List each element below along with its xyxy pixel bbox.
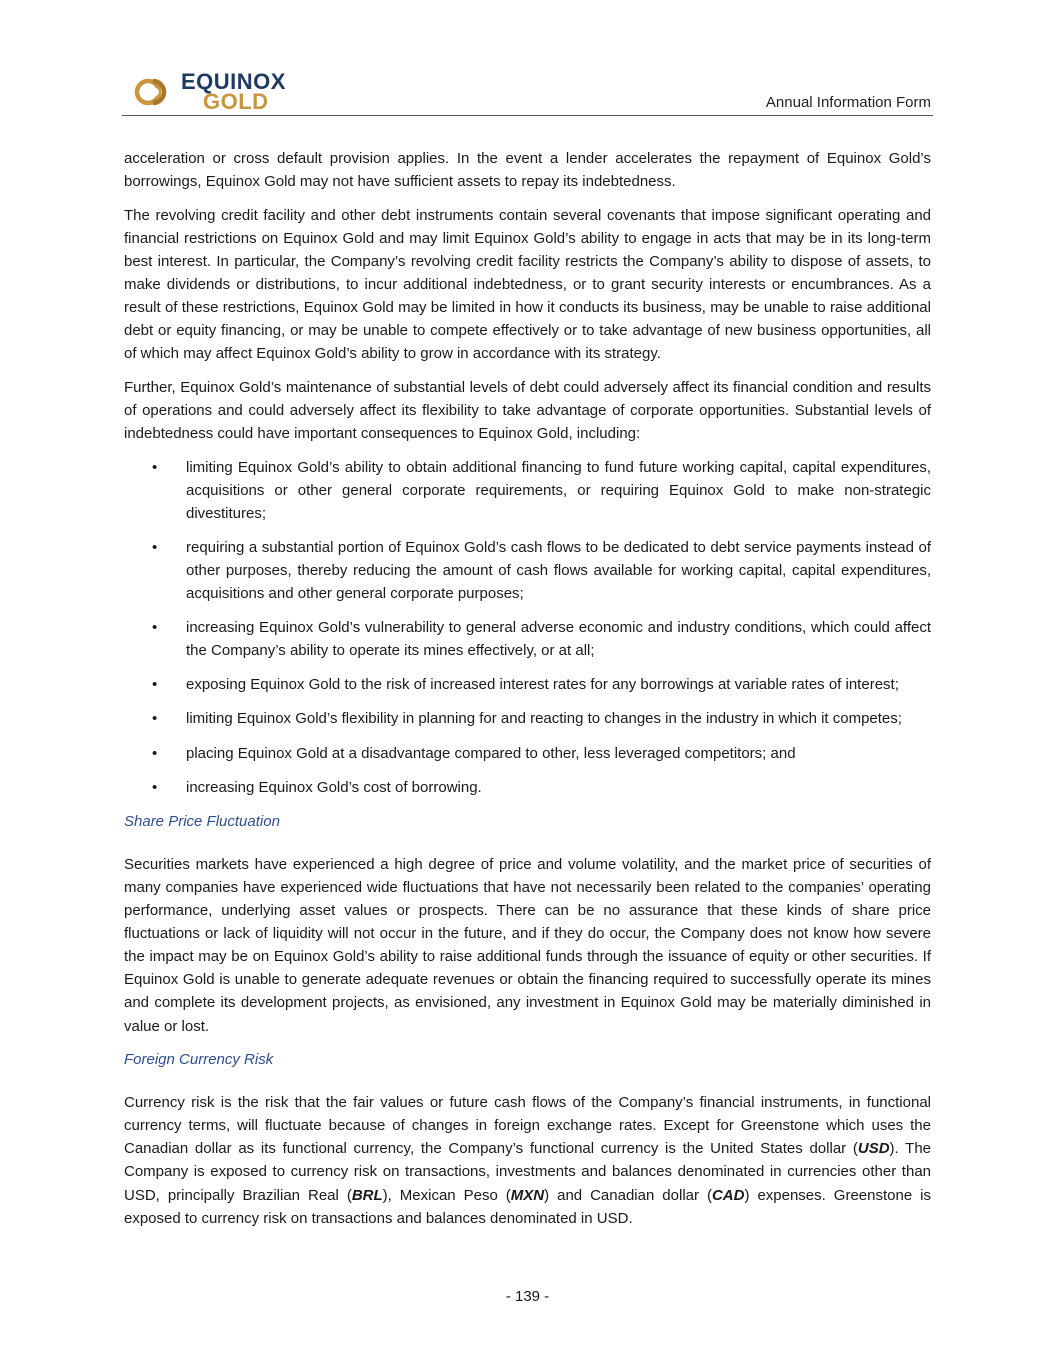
abbr-mxn: MXN	[510, 1186, 545, 1204]
list-item: • limiting Equinox Gold’s flexibility in planning for and reacting to changes in the industry in which it competes;	[124, 707, 931, 730]
page-number: - 139 -	[505, 1288, 550, 1305]
list-item: • exposing Equinox Gold to the risk of increased interest rates for any borrowings at variable rates of interest;	[124, 673, 931, 696]
list-item: • placing Equinox Gold at a disadvantage compared to other, less leveraged competitors; and	[124, 742, 931, 765]
heading-share-price-fluctuation: Share Price Fluctuation	[124, 812, 280, 830]
document-title: Annual Information Form	[765, 94, 931, 111]
logo-word-equinox: EQUINOX	[181, 69, 286, 94]
paragraph-covenants: The revolving credit facility and other debt instruments contain several covenants that impose significant operating and financial restrictions on Equinox Gold and may limit Equinox Gold’s ability to engage in acts that may be in its long-term best interest. In particular, the Company’s revolving credit facility restricts the Company’s ability to dispose of assets, to make dividends or distributions, to incur additional indebtedness, or to grant security interests or encumbrances. As a result of these restrictions, Equinox Gold may be limited in how it conducts its business, may be unable to raise additional debt or equity financing, or may be unable to compete effectively or to take advantage of new business opportunities, all of which may affect Equinox Gold’s ability to grow in accordance with its strategy.	[124, 206, 931, 363]
paragraph-intro: acceleration or cross default provision applies. In the event a lender accelerates the repayment of Equinox Gold’s borrowings, Equinox Gold may not have sufficient assets to repay its indebtedness.	[124, 150, 931, 191]
list-item: • requiring a substantial portion of Equinox Gold’s cash flows to be dedicated to debt service payments instead of other purposes, thereby reducing the amount of cash flows available for working capital, capital expenditures, acquisitions and other general corporate purposes;	[124, 536, 931, 605]
bullet-icon: •	[152, 778, 158, 796]
bullet-icon: •	[152, 710, 158, 728]
bullet-icon: •	[152, 619, 158, 637]
header-divider	[122, 115, 933, 116]
bullet-icon: •	[152, 744, 158, 762]
logo-word-gold: GOLD	[203, 89, 269, 114]
page-content	[124, 147, 931, 1240]
bullet-icon: •	[152, 676, 158, 694]
abbr-brl: BRL	[351, 1186, 383, 1204]
paragraph-share-price: Securities markets have experienced a high degree of price and volume volatility, and the market price of securities of many companies have experienced wide fluctuations that have not necessarily been related to the companies’ operating performance, underlying asset values or prospects. There can be no assurance that these kinds of share price fluctuations or lack of liquidity will not occur in the future, and if they do occur, the Company does not know how severe the impact may be on Equinox Gold’s ability to raise additional funds through the issuance of equity or other securities. If Equinox Gold is unable to generate adequate revenues or obtain the financing required to successfully operate its mines and complete its development projects, as envisioned, any investment in Equinox Gold may be materially diminished in value or lost.	[124, 855, 931, 1035]
list-item: • increasing Equinox Gold’s cost of borrowing.	[124, 776, 931, 799]
abbr-usd: USD	[857, 1140, 890, 1158]
paragraph-foreign-currency: Currency risk is the risk that the fair values or future cash flows of the Company’s financial instruments, in functional currency terms, will fluctuate because of changes in foreign exchange rates. Except for Greenstone which uses the Canadian dollar as its functional currency, the Company’s functional currency is the United States dollar (USD). The Company is exposed to currency risk on transactions, investments and balances denominated in currencies other than USD, principally Brazilian Real (BRL), Mexican Peso (MXN) and Canadian dollar (CAD) expenses. Greenstone is exposed to currency risk on transactions and balances denominated in USD.	[124, 1094, 932, 1227]
equinox-gold-logo-icon	[133, 72, 177, 112]
abbr-cad: CAD	[711, 1186, 745, 1204]
list-item: • limiting Equinox Gold’s ability to obtain additional financing to fund future working capital, capital expenditures, acquisitions or other general corporate requirements, or requiring Equinox Gold to make non-strategic divestitures;	[124, 456, 931, 525]
bullet-icon: •	[152, 458, 158, 476]
paragraph-debt: Further, Equinox Gold’s maintenance of substantial levels of debt could adversely affect its financial condition and results of operations and could adversely affect its flexibility to take advantage of corporate opportunities. Substantial levels of indebtedness could have important consequences to Equinox Gold, including:	[124, 378, 931, 443]
bullet-icon: •	[152, 538, 158, 556]
list-item: • increasing Equinox Gold’s vulnerability to general adverse economic and industry conditions, which could affect the Company’s ability to operate its mines effectively, or at all;	[124, 616, 931, 662]
consequences-list	[124, 456, 931, 799]
heading-foreign-currency-risk: Foreign Currency Risk	[124, 1051, 274, 1069]
company-logo	[133, 70, 303, 114]
